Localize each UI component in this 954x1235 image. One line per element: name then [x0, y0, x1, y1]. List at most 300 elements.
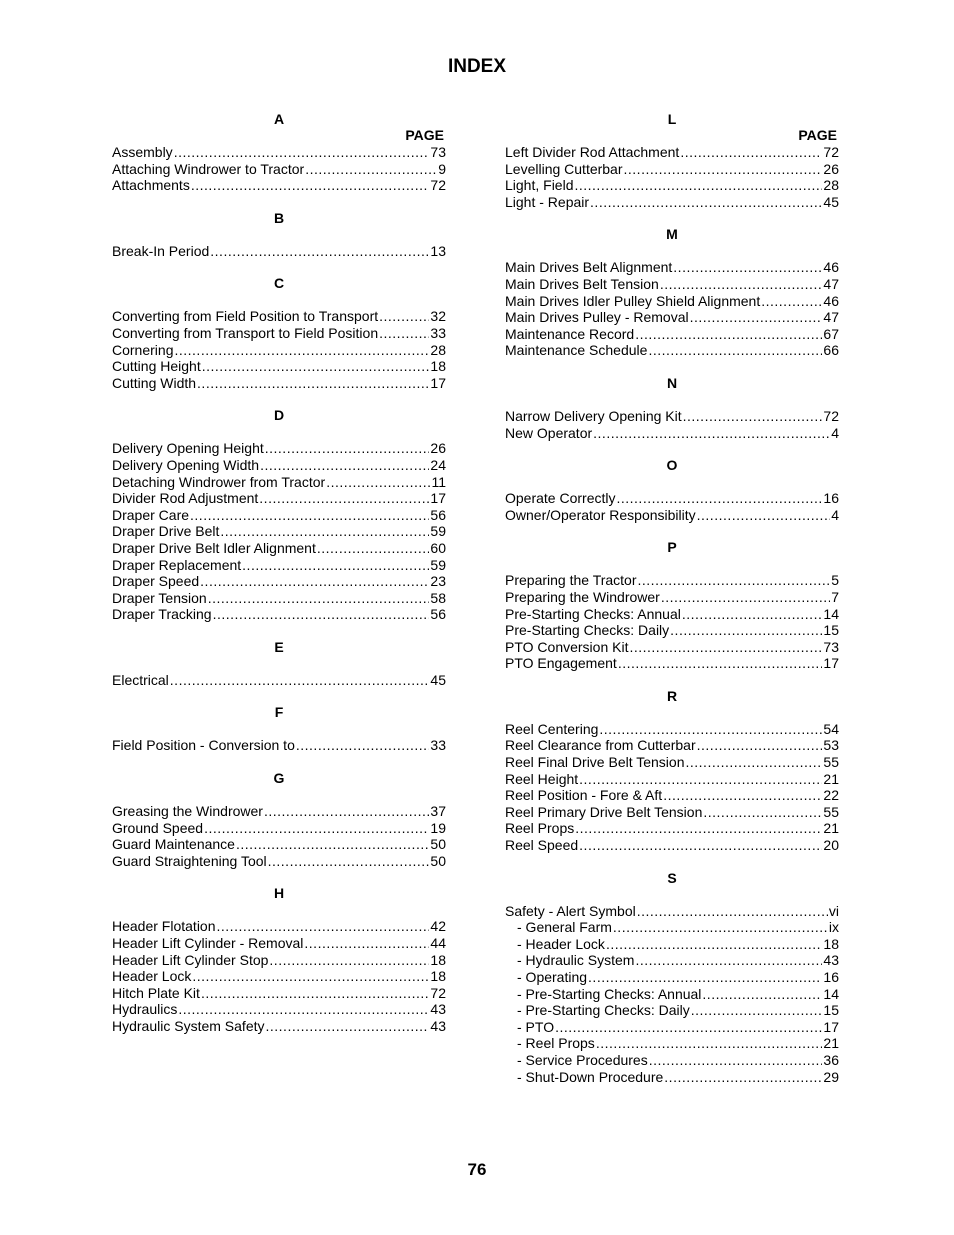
- index-entry-label: - Hydraulic System: [517, 952, 635, 969]
- index-entry: [112, 308, 446, 325]
- dot-leader: [638, 572, 831, 589]
- dot-leader: [202, 358, 430, 375]
- index-entry-page: 21: [823, 1035, 839, 1052]
- index-entry-page: 18: [430, 358, 446, 375]
- dot-leader: [682, 606, 823, 623]
- index-entry-page: 37: [430, 803, 446, 820]
- index-entry-label: Guard Maintenance: [112, 836, 235, 853]
- section-letter-l: L: [667, 111, 677, 127]
- index-entry-label: Draper Tracking: [112, 606, 212, 623]
- dot-leader: [690, 309, 823, 326]
- index-entry-page: 42: [430, 918, 446, 935]
- index-entry-label: Hitch Plate Kit: [112, 984, 200, 1001]
- dot-leader: [670, 622, 822, 639]
- index-entry-label: PTO Engagement: [505, 655, 617, 672]
- section-letter-s: S: [667, 869, 677, 886]
- index-entry: [112, 968, 446, 985]
- index-entry-label: Narrow Delivery Opening Kit: [505, 407, 682, 424]
- dot-leader: [590, 194, 822, 211]
- index-entry-page: 53: [823, 737, 839, 754]
- dot-leader: [190, 507, 429, 524]
- index-entry: [505, 721, 839, 738]
- index-entry-page: 72: [430, 984, 446, 1001]
- page-column-header: PAGE: [798, 127, 837, 143]
- index-entry-label: Maintenance Schedule: [505, 342, 648, 359]
- index-entry-page: ix: [828, 919, 839, 936]
- dot-leader: [579, 771, 822, 788]
- dot-leader: [613, 919, 828, 936]
- index-entry: [112, 161, 446, 178]
- index-entry-page: 50: [430, 836, 446, 853]
- dot-leader: [259, 490, 429, 507]
- index-entry: [505, 1019, 839, 1036]
- section-spacer: [505, 242, 839, 259]
- index-entry: [505, 622, 839, 639]
- index-entry: [505, 1002, 839, 1019]
- index-entry-page: 21: [823, 820, 839, 837]
- dot-leader: [304, 935, 429, 952]
- index-entry-page: 56: [430, 606, 446, 623]
- index-entry-page: 58: [430, 589, 446, 606]
- index-entry-page: 17: [823, 1018, 839, 1035]
- index-entry: [112, 836, 446, 853]
- dot-leader: [555, 1019, 822, 1036]
- index-entry-page: 24: [430, 456, 446, 473]
- section-gap: [112, 869, 446, 885]
- index-entry: [505, 309, 839, 326]
- dot-leader: [697, 507, 831, 524]
- index-entry-page: 14: [823, 605, 839, 622]
- section-spacer: [505, 555, 839, 572]
- index-entry: [505, 589, 839, 606]
- index-entry-label: Operate Correctly: [505, 490, 616, 507]
- index-entry-page: 43: [430, 1001, 446, 1018]
- index-entry: [112, 507, 446, 524]
- index-entry-page: 17: [823, 655, 839, 672]
- section-letter-b: B: [273, 209, 285, 226]
- index-entry-label: Cutting Width: [112, 374, 197, 391]
- section-gap: [112, 194, 446, 210]
- index-entry-label: Detaching Windrower from Tractor: [112, 473, 326, 490]
- index-entry-label: Pre-Starting Checks: Daily: [505, 622, 670, 639]
- dot-leader: [236, 836, 429, 853]
- section-spacer: [112, 655, 446, 672]
- index-entry-label: Delivery Opening Height: [112, 440, 264, 457]
- index-entry: [505, 936, 839, 953]
- index-entry-label: Draper Speed: [112, 573, 200, 590]
- index-entry: [112, 177, 446, 194]
- index-entry: [112, 672, 446, 689]
- index-entry-page: 20: [823, 837, 839, 854]
- section-gap: [112, 259, 446, 275]
- index-entry: [505, 276, 839, 293]
- index-entry-label: Cornering: [112, 341, 174, 358]
- index-entry-page: 44: [430, 935, 446, 952]
- index-entry-label: Attaching Windrower to Tractor: [112, 160, 305, 177]
- index-entry: [505, 1052, 839, 1069]
- dot-leader: [703, 804, 822, 821]
- index-entry-page: 4: [831, 506, 839, 523]
- index-entry-page: 33: [430, 324, 446, 341]
- index-entry: [112, 573, 446, 590]
- index-entry-label: Reel Speed: [505, 837, 579, 854]
- section-gap: [505, 210, 839, 226]
- index-entry: [505, 820, 839, 837]
- index-entry-page: 29: [823, 1068, 839, 1085]
- index-entry: [112, 540, 446, 557]
- dot-leader: [579, 837, 822, 854]
- section-gap: [505, 359, 839, 375]
- section-spacer: [505, 473, 839, 490]
- dot-leader: [697, 737, 823, 754]
- index-entry-page: 9: [438, 160, 446, 177]
- index-entry: [112, 1018, 446, 1035]
- index-entry-label: - Shut-Down Procedure: [517, 1068, 664, 1085]
- index-entry: [505, 737, 839, 754]
- dot-leader: [242, 557, 429, 574]
- dot-leader: [210, 243, 429, 260]
- index-entry-page: 22: [823, 787, 839, 804]
- index-entry-label: Reel Height: [505, 770, 579, 787]
- index-entry: [505, 1069, 839, 1086]
- index-entry-label: - Pre-Starting Checks: Daily: [517, 1002, 690, 1019]
- dot-leader: [637, 903, 828, 920]
- index-entry: [112, 918, 446, 935]
- section-spacer: [112, 226, 446, 243]
- index-entry-page: 4: [831, 424, 839, 441]
- index-entry-label: Attachments: [112, 177, 190, 194]
- index-entry: [505, 606, 839, 623]
- index-entry-page: 16: [823, 490, 839, 507]
- section-spacer: [112, 423, 446, 440]
- index-entry-page: 56: [430, 506, 446, 523]
- index-entry-page: 55: [823, 803, 839, 820]
- dot-leader: [635, 326, 822, 343]
- dot-leader: [305, 161, 437, 178]
- index-entry-label: Preparing the Windrower: [505, 588, 660, 605]
- dot-leader: [629, 639, 822, 656]
- dot-leader: [635, 952, 822, 969]
- index-entry-page: 47: [823, 309, 839, 326]
- dot-leader: [606, 936, 822, 953]
- index-column-left: [112, 111, 446, 1035]
- section-gap: [505, 523, 839, 539]
- dot-leader: [170, 672, 430, 689]
- dot-leader: [192, 968, 429, 985]
- index-entry: [505, 507, 839, 524]
- dot-leader: [588, 969, 822, 986]
- index-entry-page: 26: [823, 160, 839, 177]
- index-entry-page: 46: [823, 259, 839, 276]
- index-entry-label: Draper Tension: [112, 589, 207, 606]
- section-letter-g: G: [273, 770, 285, 787]
- index-entry-label: Levelling Cutterbar: [505, 160, 623, 177]
- dot-leader: [379, 308, 429, 325]
- index-entry-label: Main Drives Belt Tension: [505, 275, 659, 292]
- dot-leader: [201, 985, 429, 1002]
- index-entry-page: 59: [430, 556, 446, 573]
- dot-leader: [649, 1052, 823, 1069]
- index-entry-label: Electrical: [112, 671, 169, 688]
- dot-leader: [213, 606, 430, 623]
- index-entry-label: Light - Repair: [505, 193, 590, 210]
- index-entry-label: - Reel Props: [517, 1035, 595, 1052]
- index-entry-label: - Pre-Starting Checks: Annual: [517, 985, 702, 1002]
- index-entry-page: 72: [430, 177, 446, 194]
- dot-leader: [266, 1018, 430, 1035]
- index-entry-label: Light, Field: [505, 177, 574, 194]
- index-entry: [112, 606, 446, 623]
- section-spacer: [112, 720, 446, 737]
- index-entry-label: Safety - Alert Symbol: [505, 902, 636, 919]
- section-gap: [112, 623, 446, 639]
- dot-leader: [174, 342, 429, 359]
- index-entry-label: Draper Replacement: [112, 556, 242, 573]
- index-entry: [505, 408, 839, 425]
- index-entry-label: Draper Drive Belt: [112, 523, 220, 540]
- dot-leader: [264, 803, 429, 820]
- dot-leader: [596, 1035, 823, 1052]
- index-entry-page: 28: [823, 177, 839, 194]
- index-entry-label: Reel Final Drive Belt Tension: [505, 754, 685, 771]
- index-entry-page: 15: [823, 622, 839, 639]
- index-entry: [112, 440, 446, 457]
- index-entry: [112, 985, 446, 1002]
- index-entry-page: 13: [430, 242, 446, 259]
- index-entry-page: vi: [828, 902, 839, 919]
- dot-leader: [317, 540, 430, 557]
- index-entry: [505, 787, 839, 804]
- dot-leader: [220, 523, 429, 540]
- index-entry-page: 16: [823, 969, 839, 985]
- index-entry-label: Reel Primary Drive Belt Tension: [505, 803, 703, 820]
- section-letter-a: A: [273, 111, 285, 127]
- dot-leader: [574, 177, 822, 194]
- index-entry-page: 36: [823, 1051, 839, 1068]
- section-gap: [505, 854, 839, 870]
- section-letter-f: F: [274, 704, 284, 721]
- index-entry: [112, 952, 446, 969]
- index-entry-label: Divider Rod Adjustment: [112, 490, 259, 507]
- index-entry-page: 45: [430, 671, 446, 688]
- index-entry: [505, 804, 839, 821]
- index-column-right: [505, 111, 839, 1085]
- index-entry-page: 47: [823, 275, 839, 292]
- index-entry-label: PTO Conversion Kit: [505, 638, 629, 655]
- section-letter-r: R: [666, 687, 678, 704]
- index-entry: [112, 590, 446, 607]
- index-entry: [112, 375, 446, 392]
- index-entry: [112, 144, 446, 161]
- index-entry: [505, 903, 839, 920]
- index-entry: [112, 325, 446, 342]
- section-letter-c: C: [273, 275, 285, 292]
- index-entry-label: Converting from Field Position to Transport: [112, 308, 379, 325]
- index-entry-label: Assembly: [112, 144, 173, 160]
- index-entry-label: Reel Centering: [505, 720, 599, 737]
- index-entry: [505, 342, 839, 359]
- index-entry: [505, 490, 839, 507]
- index-entry: [112, 243, 446, 260]
- index-entry-label: - Service Procedures: [517, 1051, 648, 1068]
- index-entry: [112, 935, 446, 952]
- index-entry-page: 17: [430, 490, 446, 507]
- dot-leader: [265, 440, 430, 457]
- section-spacer: [505, 391, 839, 408]
- dot-leader: [217, 918, 430, 935]
- index-entry: [505, 969, 839, 986]
- index-entry-page: 17: [430, 374, 446, 391]
- index-entry-label: Cutting Height: [112, 358, 201, 375]
- index-entry: [112, 1001, 446, 1018]
- index-entry-page: 43: [823, 952, 839, 969]
- section-gap: [112, 754, 446, 770]
- index-entry-label: Draper Care: [112, 506, 190, 523]
- index-entry-page: 18: [430, 968, 446, 985]
- index-entry-page: 60: [430, 539, 446, 556]
- index-entry-label: Owner/Operator Responsibility: [505, 506, 696, 523]
- dot-leader: [673, 259, 822, 276]
- page-column-header: PAGE: [405, 127, 444, 143]
- dot-leader: [702, 986, 822, 1003]
- index-entry-label: - Header Lock: [517, 935, 605, 952]
- index-entry-label: Maintenance Record: [505, 325, 635, 342]
- dot-leader: [268, 853, 430, 870]
- index-entry: [112, 490, 446, 507]
- index-entry-page: 15: [823, 1002, 839, 1019]
- dot-leader: [686, 754, 823, 771]
- section-spacer: [505, 704, 839, 721]
- index-entry-page: 23: [430, 573, 446, 590]
- index-entry: [112, 358, 446, 375]
- index-entry-page: 55: [823, 754, 839, 771]
- dot-leader: [593, 425, 830, 442]
- index-entry: [112, 557, 446, 574]
- index-entry-label: - General Farm: [517, 919, 612, 936]
- index-entry-label: Ground Speed: [112, 819, 204, 836]
- index-entry-label: New Operator: [505, 424, 593, 441]
- section-gap: [112, 391, 446, 407]
- index-entry-page: 19: [430, 819, 446, 836]
- section-gap: [505, 441, 839, 457]
- index-entry: [505, 425, 839, 442]
- section-letter-o: O: [666, 457, 678, 474]
- section-letter-e: E: [274, 638, 284, 655]
- index-entry: [505, 771, 839, 788]
- index-entry-page: 21: [823, 770, 839, 787]
- page-title: INDEX: [447, 56, 507, 77]
- index-entry: [505, 639, 839, 656]
- index-entry-page: 7: [831, 588, 839, 605]
- index-entry-page: 18: [823, 935, 839, 952]
- index-entry-label: Pre-Starting Checks: Annual: [505, 605, 681, 622]
- index-entry: [505, 293, 839, 310]
- index-entry-label: Reel Position - Fore & Aft: [505, 787, 663, 804]
- index-entry-label: Field Position - Conversion to: [112, 737, 295, 754]
- index-entry: [505, 1035, 839, 1052]
- dot-leader: [664, 1069, 822, 1086]
- index-entry-page: 67: [823, 325, 839, 342]
- index-entry-label: Main Drives Belt Alignment: [505, 259, 673, 276]
- index-entry: [112, 853, 446, 870]
- section-spacer: [112, 901, 446, 918]
- index-entry-label: Converting from Transport to Field Position: [112, 324, 379, 341]
- index-entry: [112, 820, 446, 837]
- dot-leader: [260, 457, 429, 474]
- dot-leader: [204, 820, 429, 837]
- index-entry-page: 14: [823, 985, 839, 1002]
- dot-leader: [174, 144, 430, 161]
- index-entry-label: Greasing the Windrower: [112, 803, 263, 820]
- dot-leader: [191, 177, 430, 194]
- index-entry: [505, 655, 839, 672]
- index-entry: [112, 342, 446, 359]
- index-entry: [505, 952, 839, 969]
- index-entry-label: Reel Props: [505, 820, 575, 837]
- dot-leader: [691, 1002, 823, 1019]
- index-entry-label: Preparing the Tractor: [505, 572, 637, 589]
- index-entry-page: 46: [823, 292, 839, 309]
- dot-leader: [761, 293, 822, 310]
- index-entry-label: Left Divider Rod Attachment: [505, 144, 680, 160]
- index-entry-label: Main Drives Idler Pulley Shield Alignment: [505, 292, 761, 309]
- dot-leader: [599, 721, 822, 738]
- section-letter-m: M: [666, 226, 678, 243]
- index-entry-page: 72: [823, 407, 839, 424]
- index-entry: [505, 194, 839, 211]
- index-entry: [505, 837, 839, 854]
- index-entry-page: 5: [831, 572, 839, 589]
- dot-leader: [197, 375, 429, 392]
- dot-leader: [296, 737, 430, 754]
- dot-leader: [326, 474, 430, 491]
- dot-leader: [680, 144, 822, 161]
- index-entry-page: 43: [430, 1018, 446, 1034]
- page-number: 76: [467, 1160, 487, 1179]
- index-entry-label: Header Lock: [112, 968, 192, 985]
- index-entry: [505, 326, 839, 343]
- index-entry-label: Draper Drive Belt Idler Alignment: [112, 539, 316, 556]
- index-entry-page: 26: [430, 440, 446, 457]
- index-entry: [505, 986, 839, 1003]
- index-entry: [112, 523, 446, 540]
- index-entry: [505, 177, 839, 194]
- index-entry-label: Hydraulic System Safety: [112, 1018, 265, 1034]
- section-letter-n: N: [666, 374, 678, 391]
- index-entry-page: 66: [823, 342, 839, 359]
- index-entry: [112, 803, 446, 820]
- section-spacer: [112, 291, 446, 308]
- index-entry-label: Header Lift Cylinder Stop: [112, 951, 269, 968]
- index-entry-label: Guard Straightening Tool: [112, 852, 267, 869]
- dot-leader: [178, 1001, 429, 1018]
- dot-leader: [208, 590, 430, 607]
- index-entry: [505, 754, 839, 771]
- index-entry-label: Break-In Period: [112, 242, 210, 259]
- dot-leader: [660, 276, 823, 293]
- index-entry-label: Reel Clearance from Cutterbar: [505, 737, 696, 754]
- section-spacer: [505, 886, 839, 903]
- dot-leader: [379, 325, 429, 342]
- index-entry-page: 54: [823, 720, 839, 737]
- index-entry-page: 73: [430, 144, 446, 160]
- section-letter-d: D: [273, 407, 285, 424]
- index-entry-page: 73: [823, 638, 839, 655]
- dot-leader: [575, 820, 822, 837]
- dot-leader: [648, 342, 822, 359]
- index-entry-page: 45: [823, 193, 839, 210]
- index-entry-label: Delivery Opening Width: [112, 456, 260, 473]
